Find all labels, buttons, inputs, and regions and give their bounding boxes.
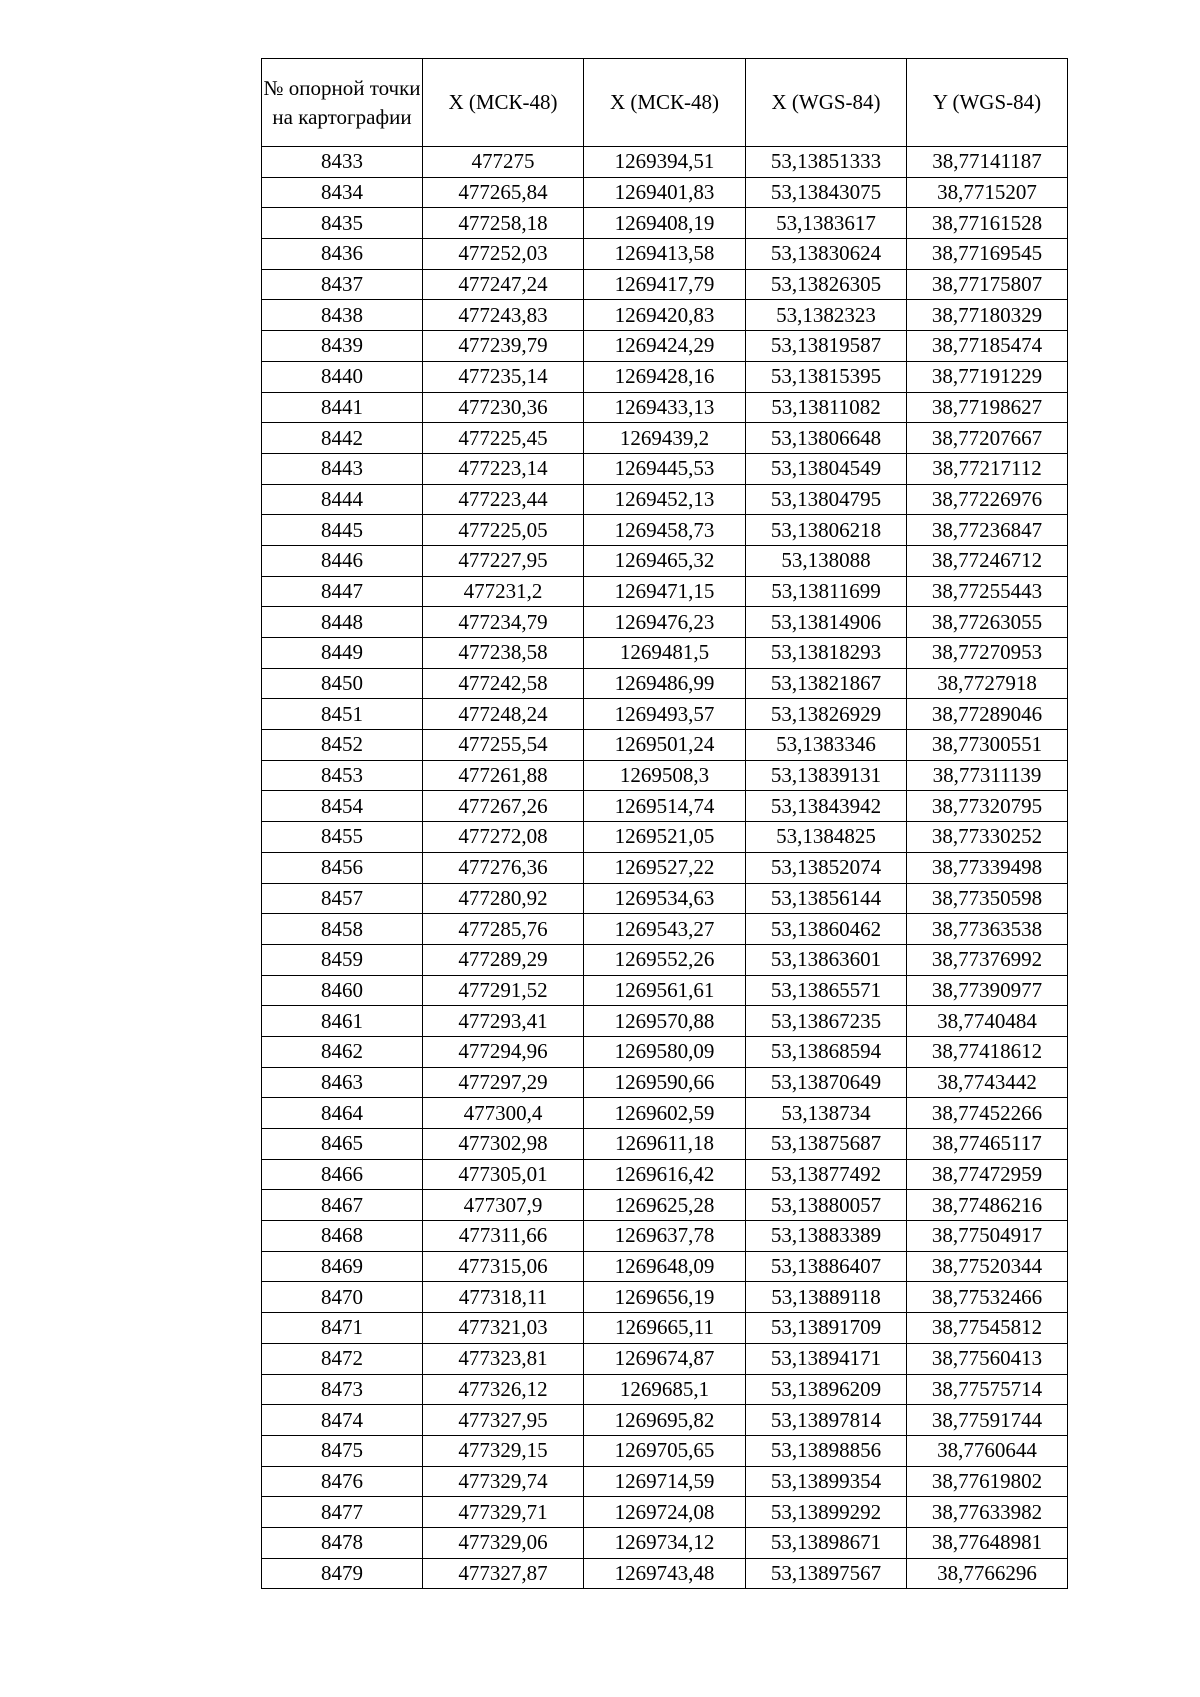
cell-point-number: 8477 — [262, 1497, 423, 1528]
cell-point-number: 8441 — [262, 392, 423, 423]
cell-x-msk48: 477329,71 — [423, 1497, 584, 1528]
table-row — [262, 392, 1068, 423]
cell-point-number: 8462 — [262, 1036, 423, 1067]
cell-x-wgs84: 53,1383617 — [746, 208, 907, 239]
cell-x-msk48: 477225,45 — [423, 423, 584, 454]
cell-y-wgs84: 38,77263055 — [907, 607, 1068, 638]
cell-y-wgs84: 38,77255443 — [907, 576, 1068, 607]
cell-y-wgs84: 38,77320795 — [907, 791, 1068, 822]
cell-point-number: 8471 — [262, 1313, 423, 1344]
cell-x-msk48-second: 1269514,74 — [584, 791, 746, 822]
cell-x-msk48-second: 1269625,28 — [584, 1190, 746, 1221]
cell-y-wgs84: 38,77363538 — [907, 914, 1068, 945]
cell-x-msk48-second: 1269401,83 — [584, 177, 746, 208]
table-row — [262, 208, 1068, 239]
cell-x-msk48-second: 1269493,57 — [584, 699, 746, 730]
cell-y-wgs84: 38,77452266 — [907, 1098, 1068, 1129]
cell-x-msk48: 477318,11 — [423, 1282, 584, 1313]
cell-point-number: 8459 — [262, 944, 423, 975]
cell-x-msk48-second: 1269656,19 — [584, 1282, 746, 1313]
cell-x-wgs84: 53,13899292 — [746, 1497, 907, 1528]
cell-point-number: 8463 — [262, 1067, 423, 1098]
cell-x-msk48: 477275 — [423, 147, 584, 178]
cell-x-msk48-second: 1269476,23 — [584, 607, 746, 638]
cell-y-wgs84: 38,77532466 — [907, 1282, 1068, 1313]
cell-x-wgs84: 53,13806218 — [746, 515, 907, 546]
cell-y-wgs84: 38,77191229 — [907, 361, 1068, 392]
cell-x-wgs84: 53,13830624 — [746, 239, 907, 270]
cell-y-wgs84: 38,77161528 — [907, 208, 1068, 239]
cell-point-number: 8451 — [262, 699, 423, 730]
cell-x-msk48-second: 1269508,3 — [584, 760, 746, 791]
cell-x-msk48-second: 1269648,09 — [584, 1251, 746, 1282]
cell-x-wgs84: 53,13889118 — [746, 1282, 907, 1313]
cell-point-number: 8437 — [262, 269, 423, 300]
cell-x-msk48-second: 1269570,88 — [584, 1006, 746, 1037]
cell-y-wgs84: 38,77311139 — [907, 760, 1068, 791]
cell-y-wgs84: 38,77226976 — [907, 484, 1068, 515]
cell-x-msk48-second: 1269695,82 — [584, 1405, 746, 1436]
cell-x-wgs84: 53,13894171 — [746, 1343, 907, 1374]
table-row — [262, 760, 1068, 791]
cell-x-msk48-second: 1269734,12 — [584, 1527, 746, 1558]
table-row — [262, 1435, 1068, 1466]
header-x-msk48: X (МСК-48) — [423, 59, 584, 147]
cell-x-msk48-second: 1269445,53 — [584, 453, 746, 484]
cell-x-msk48-second: 1269486,99 — [584, 668, 746, 699]
table-row — [262, 484, 1068, 515]
cell-point-number: 8460 — [262, 975, 423, 1006]
table-row — [262, 1466, 1068, 1497]
cell-x-msk48: 477329,74 — [423, 1466, 584, 1497]
cell-point-number: 8458 — [262, 914, 423, 945]
cell-x-msk48-second: 1269413,58 — [584, 239, 746, 270]
cell-y-wgs84: 38,77376992 — [907, 944, 1068, 975]
cell-x-wgs84: 53,13898856 — [746, 1435, 907, 1466]
table-row — [262, 822, 1068, 853]
cell-point-number: 8473 — [262, 1374, 423, 1405]
cell-point-number: 8466 — [262, 1159, 423, 1190]
table-row — [262, 453, 1068, 484]
cell-x-msk48: 477307,9 — [423, 1190, 584, 1221]
table-row — [262, 423, 1068, 454]
cell-x-wgs84: 53,13814906 — [746, 607, 907, 638]
cell-x-msk48: 477225,05 — [423, 515, 584, 546]
cell-y-wgs84: 38,77339498 — [907, 852, 1068, 883]
cell-point-number: 8455 — [262, 822, 423, 853]
cell-point-number: 8478 — [262, 1527, 423, 1558]
cell-y-wgs84: 38,77246712 — [907, 545, 1068, 576]
cell-x-msk48-second: 1269611,18 — [584, 1129, 746, 1160]
cell-x-msk48: 477234,79 — [423, 607, 584, 638]
cell-y-wgs84: 38,77207667 — [907, 423, 1068, 454]
cell-point-number: 8475 — [262, 1435, 423, 1466]
table-row — [262, 1282, 1068, 1313]
cell-x-msk48: 477327,87 — [423, 1558, 584, 1589]
cell-x-wgs84: 53,13897567 — [746, 1558, 907, 1589]
cell-y-wgs84: 38,77180329 — [907, 300, 1068, 331]
cell-point-number: 8456 — [262, 852, 423, 883]
cell-x-msk48: 477261,88 — [423, 760, 584, 791]
cell-x-msk48-second: 1269394,51 — [584, 147, 746, 178]
cell-x-msk48: 477326,12 — [423, 1374, 584, 1405]
cell-x-wgs84: 53,13891709 — [746, 1313, 907, 1344]
cell-y-wgs84: 38,77619802 — [907, 1466, 1068, 1497]
cell-point-number: 8442 — [262, 423, 423, 454]
cell-x-wgs84: 53,13870649 — [746, 1067, 907, 1098]
cell-y-wgs84: 38,77270953 — [907, 638, 1068, 669]
table-row — [262, 852, 1068, 883]
cell-x-msk48-second: 1269602,59 — [584, 1098, 746, 1129]
table-row — [262, 1313, 1068, 1344]
cell-point-number: 8464 — [262, 1098, 423, 1129]
cell-x-msk48-second: 1269685,1 — [584, 1374, 746, 1405]
cell-y-wgs84: 38,77141187 — [907, 147, 1068, 178]
cell-x-msk48: 477223,14 — [423, 453, 584, 484]
cell-x-wgs84: 53,13863601 — [746, 944, 907, 975]
table-row — [262, 331, 1068, 362]
cell-x-wgs84: 53,13851333 — [746, 147, 907, 178]
cell-x-msk48-second: 1269705,65 — [584, 1435, 746, 1466]
cell-x-msk48: 477291,52 — [423, 975, 584, 1006]
table-row — [262, 1251, 1068, 1282]
cell-x-wgs84: 53,13856144 — [746, 883, 907, 914]
cell-point-number: 8474 — [262, 1405, 423, 1436]
cell-x-wgs84: 53,1382323 — [746, 300, 907, 331]
cell-x-msk48: 477239,79 — [423, 331, 584, 362]
cell-x-msk48: 477230,36 — [423, 392, 584, 423]
header-row — [262, 59, 1068, 147]
cell-y-wgs84: 38,77545812 — [907, 1313, 1068, 1344]
header-x-msk48-second: X (МСК-48) — [584, 59, 746, 147]
cell-x-msk48: 477247,24 — [423, 269, 584, 300]
cell-y-wgs84: 38,77330252 — [907, 822, 1068, 853]
header-x-wgs84: X (WGS-84) — [746, 59, 907, 147]
cell-point-number: 8452 — [262, 730, 423, 761]
cell-y-wgs84: 38,77560413 — [907, 1343, 1068, 1374]
cell-x-msk48: 477231,2 — [423, 576, 584, 607]
cell-x-msk48-second: 1269590,66 — [584, 1067, 746, 1098]
cell-y-wgs84: 38,77504917 — [907, 1221, 1068, 1252]
cell-x-wgs84: 53,13821867 — [746, 668, 907, 699]
cell-x-msk48: 477323,81 — [423, 1343, 584, 1374]
cell-x-wgs84: 53,13865571 — [746, 975, 907, 1006]
cell-x-msk48: 477305,01 — [423, 1159, 584, 1190]
cell-y-wgs84: 38,77418612 — [907, 1036, 1068, 1067]
cell-x-msk48: 477252,03 — [423, 239, 584, 270]
cell-x-msk48-second: 1269552,26 — [584, 944, 746, 975]
table-row — [262, 1497, 1068, 1528]
cell-point-number: 8436 — [262, 239, 423, 270]
cell-x-wgs84: 53,13880057 — [746, 1190, 907, 1221]
cell-y-wgs84: 38,77198627 — [907, 392, 1068, 423]
table-row — [262, 147, 1068, 178]
cell-y-wgs84: 38,7740484 — [907, 1006, 1068, 1037]
cell-x-msk48: 477311,66 — [423, 1221, 584, 1252]
cell-x-wgs84: 53,13897814 — [746, 1405, 907, 1436]
cell-y-wgs84: 38,77520344 — [907, 1251, 1068, 1282]
cell-point-number: 8439 — [262, 331, 423, 362]
cell-x-msk48-second: 1269521,05 — [584, 822, 746, 853]
cell-y-wgs84: 38,77390977 — [907, 975, 1068, 1006]
cell-y-wgs84: 38,77289046 — [907, 699, 1068, 730]
cell-x-msk48-second: 1269452,13 — [584, 484, 746, 515]
cell-x-wgs84: 53,138734 — [746, 1098, 907, 1129]
cell-x-wgs84: 53,13877492 — [746, 1159, 907, 1190]
cell-x-wgs84: 53,13815395 — [746, 361, 907, 392]
cell-y-wgs84: 38,77575714 — [907, 1374, 1068, 1405]
cell-point-number: 8454 — [262, 791, 423, 822]
table-row — [262, 607, 1068, 638]
cell-x-wgs84: 53,13804549 — [746, 453, 907, 484]
cell-y-wgs84: 38,77465117 — [907, 1129, 1068, 1160]
table-row — [262, 545, 1068, 576]
table-row — [262, 791, 1068, 822]
table-row — [262, 1159, 1068, 1190]
cell-x-msk48: 477329,15 — [423, 1435, 584, 1466]
cell-point-number: 8445 — [262, 515, 423, 546]
table-row — [262, 576, 1068, 607]
table-row — [262, 239, 1068, 270]
cell-y-wgs84: 38,77486216 — [907, 1190, 1068, 1221]
cell-x-msk48: 477227,95 — [423, 545, 584, 576]
cell-y-wgs84: 38,77217112 — [907, 453, 1068, 484]
cell-point-number: 8470 — [262, 1282, 423, 1313]
cell-x-msk48-second: 1269561,61 — [584, 975, 746, 1006]
cell-x-msk48-second: 1269420,83 — [584, 300, 746, 331]
cell-point-number: 8446 — [262, 545, 423, 576]
cell-point-number: 8440 — [262, 361, 423, 392]
cell-x-wgs84: 53,13811082 — [746, 392, 907, 423]
cell-x-msk48-second: 1269433,13 — [584, 392, 746, 423]
table-row — [262, 1129, 1068, 1160]
cell-y-wgs84: 38,7766296 — [907, 1558, 1068, 1589]
table-header — [262, 59, 1068, 147]
cell-point-number: 8453 — [262, 760, 423, 791]
table-row — [262, 883, 1068, 914]
header-point-number: № опорной точки на картографии — [262, 59, 423, 147]
cell-x-msk48-second: 1269714,59 — [584, 1466, 746, 1497]
cell-x-msk48: 477285,76 — [423, 914, 584, 945]
cell-point-number: 8438 — [262, 300, 423, 331]
table-row — [262, 515, 1068, 546]
cell-point-number: 8467 — [262, 1190, 423, 1221]
cell-x-msk48: 477243,83 — [423, 300, 584, 331]
cell-x-msk48-second: 1269580,09 — [584, 1036, 746, 1067]
cell-y-wgs84: 38,7727918 — [907, 668, 1068, 699]
cell-x-msk48: 477302,98 — [423, 1129, 584, 1160]
cell-x-msk48: 477327,95 — [423, 1405, 584, 1436]
cell-x-wgs84: 53,13843942 — [746, 791, 907, 822]
table-row — [262, 1405, 1068, 1436]
cell-y-wgs84: 38,77185474 — [907, 331, 1068, 362]
table-row — [262, 730, 1068, 761]
cell-x-msk48-second: 1269481,5 — [584, 638, 746, 669]
cell-x-msk48: 477248,24 — [423, 699, 584, 730]
cell-x-msk48-second: 1269428,16 — [584, 361, 746, 392]
cell-point-number: 8479 — [262, 1558, 423, 1589]
cell-point-number: 8448 — [262, 607, 423, 638]
cell-x-wgs84: 53,1383346 — [746, 730, 907, 761]
cell-x-wgs84: 53,13839131 — [746, 760, 907, 791]
cell-y-wgs84: 38,77591744 — [907, 1405, 1068, 1436]
cell-x-msk48-second: 1269724,08 — [584, 1497, 746, 1528]
cell-point-number: 8469 — [262, 1251, 423, 1282]
cell-x-msk48: 477238,58 — [423, 638, 584, 669]
table-row — [262, 914, 1068, 945]
cell-x-msk48-second: 1269424,29 — [584, 331, 746, 362]
cell-y-wgs84: 38,77169545 — [907, 239, 1068, 270]
table-row — [262, 1067, 1068, 1098]
cell-x-msk48: 477293,41 — [423, 1006, 584, 1037]
cell-point-number: 8461 — [262, 1006, 423, 1037]
cell-x-msk48: 477255,54 — [423, 730, 584, 761]
cell-x-msk48-second: 1269458,73 — [584, 515, 746, 546]
cell-x-wgs84: 53,13806648 — [746, 423, 907, 454]
cell-x-msk48: 477300,4 — [423, 1098, 584, 1129]
cell-y-wgs84: 38,77300551 — [907, 730, 1068, 761]
cell-x-msk48-second: 1269534,63 — [584, 883, 746, 914]
cell-x-msk48: 477321,03 — [423, 1313, 584, 1344]
cell-x-wgs84: 53,13875687 — [746, 1129, 907, 1160]
cell-x-msk48: 477267,26 — [423, 791, 584, 822]
cell-x-msk48-second: 1269439,2 — [584, 423, 746, 454]
cell-x-msk48-second: 1269543,27 — [584, 914, 746, 945]
cell-x-wgs84: 53,13819587 — [746, 331, 907, 362]
cell-y-wgs84: 38,77472959 — [907, 1159, 1068, 1190]
cell-point-number: 8435 — [262, 208, 423, 239]
cell-y-wgs84: 38,77633982 — [907, 1497, 1068, 1528]
cell-x-wgs84: 53,13860462 — [746, 914, 907, 945]
cell-point-number: 8444 — [262, 484, 423, 515]
table-row — [262, 1527, 1068, 1558]
cell-x-wgs84: 53,13843075 — [746, 177, 907, 208]
table-row — [262, 1374, 1068, 1405]
cell-x-wgs84: 53,13826929 — [746, 699, 907, 730]
cell-x-msk48: 477223,44 — [423, 484, 584, 515]
cell-x-msk48: 477272,08 — [423, 822, 584, 853]
cell-x-msk48-second: 1269417,79 — [584, 269, 746, 300]
cell-point-number: 8447 — [262, 576, 423, 607]
table-row — [262, 361, 1068, 392]
cell-x-msk48: 477265,84 — [423, 177, 584, 208]
cell-point-number: 8468 — [262, 1221, 423, 1252]
cell-y-wgs84: 38,77236847 — [907, 515, 1068, 546]
cell-x-wgs84: 53,13896209 — [746, 1374, 907, 1405]
cell-x-msk48: 477315,06 — [423, 1251, 584, 1282]
table-row — [262, 1006, 1068, 1037]
cell-y-wgs84: 38,77648981 — [907, 1527, 1068, 1558]
cell-x-wgs84: 53,13826305 — [746, 269, 907, 300]
cell-point-number: 8449 — [262, 638, 423, 669]
cell-x-msk48: 477297,29 — [423, 1067, 584, 1098]
cell-x-msk48-second: 1269665,11 — [584, 1313, 746, 1344]
table-row — [262, 944, 1068, 975]
cell-x-msk48-second: 1269501,24 — [584, 730, 746, 761]
table-row — [262, 177, 1068, 208]
cell-x-wgs84: 53,138088 — [746, 545, 907, 576]
table-body — [262, 147, 1068, 1589]
header-y-wgs84: Y (WGS-84) — [907, 59, 1068, 147]
cell-point-number: 8472 — [262, 1343, 423, 1374]
cell-x-msk48-second: 1269465,32 — [584, 545, 746, 576]
cell-x-msk48: 477235,14 — [423, 361, 584, 392]
cell-x-msk48-second: 1269471,15 — [584, 576, 746, 607]
cell-x-msk48-second: 1269616,42 — [584, 1159, 746, 1190]
cell-x-msk48: 477258,18 — [423, 208, 584, 239]
cell-x-msk48: 477242,58 — [423, 668, 584, 699]
cell-x-wgs84: 53,13898671 — [746, 1527, 907, 1558]
cell-x-wgs84: 53,13811699 — [746, 576, 907, 607]
cell-y-wgs84: 38,77350598 — [907, 883, 1068, 914]
cell-point-number: 8433 — [262, 147, 423, 178]
cell-x-wgs84: 53,13867235 — [746, 1006, 907, 1037]
cell-x-msk48: 477294,96 — [423, 1036, 584, 1067]
table-row — [262, 269, 1068, 300]
table-row — [262, 1343, 1068, 1374]
table-row — [262, 638, 1068, 669]
table-row — [262, 1190, 1068, 1221]
cell-x-msk48-second: 1269637,78 — [584, 1221, 746, 1252]
table-row — [262, 668, 1068, 699]
cell-x-msk48-second: 1269408,19 — [584, 208, 746, 239]
cell-x-wgs84: 53,13883389 — [746, 1221, 907, 1252]
cell-x-msk48: 477289,29 — [423, 944, 584, 975]
cell-point-number: 8457 — [262, 883, 423, 914]
cell-x-msk48: 477276,36 — [423, 852, 584, 883]
cell-y-wgs84: 38,77175807 — [907, 269, 1068, 300]
cell-x-wgs84: 53,1384825 — [746, 822, 907, 853]
cell-x-msk48-second: 1269674,87 — [584, 1343, 746, 1374]
cell-y-wgs84: 38,7760644 — [907, 1435, 1068, 1466]
cell-point-number: 8434 — [262, 177, 423, 208]
table-row — [262, 1221, 1068, 1252]
cell-point-number: 8476 — [262, 1466, 423, 1497]
table-row — [262, 1098, 1068, 1129]
table-row — [262, 300, 1068, 331]
table-row — [262, 975, 1068, 1006]
cell-point-number: 8443 — [262, 453, 423, 484]
cell-x-msk48: 477280,92 — [423, 883, 584, 914]
cell-y-wgs84: 38,7715207 — [907, 177, 1068, 208]
cell-x-wgs84: 53,13868594 — [746, 1036, 907, 1067]
cell-y-wgs84: 38,7743442 — [907, 1067, 1068, 1098]
cell-x-wgs84: 53,13886407 — [746, 1251, 907, 1282]
table-row — [262, 1036, 1068, 1067]
cell-point-number: 8450 — [262, 668, 423, 699]
cell-x-msk48-second: 1269527,22 — [584, 852, 746, 883]
coordinates-table — [261, 58, 1068, 1589]
table-row — [262, 699, 1068, 730]
cell-x-wgs84: 53,13818293 — [746, 638, 907, 669]
cell-x-wgs84: 53,13852074 — [746, 852, 907, 883]
cell-point-number: 8465 — [262, 1129, 423, 1160]
cell-x-msk48: 477329,06 — [423, 1527, 584, 1558]
cell-x-msk48-second: 1269743,48 — [584, 1558, 746, 1589]
cell-x-wgs84: 53,13899354 — [746, 1466, 907, 1497]
cell-x-wgs84: 53,13804795 — [746, 484, 907, 515]
table-row — [262, 1558, 1068, 1589]
